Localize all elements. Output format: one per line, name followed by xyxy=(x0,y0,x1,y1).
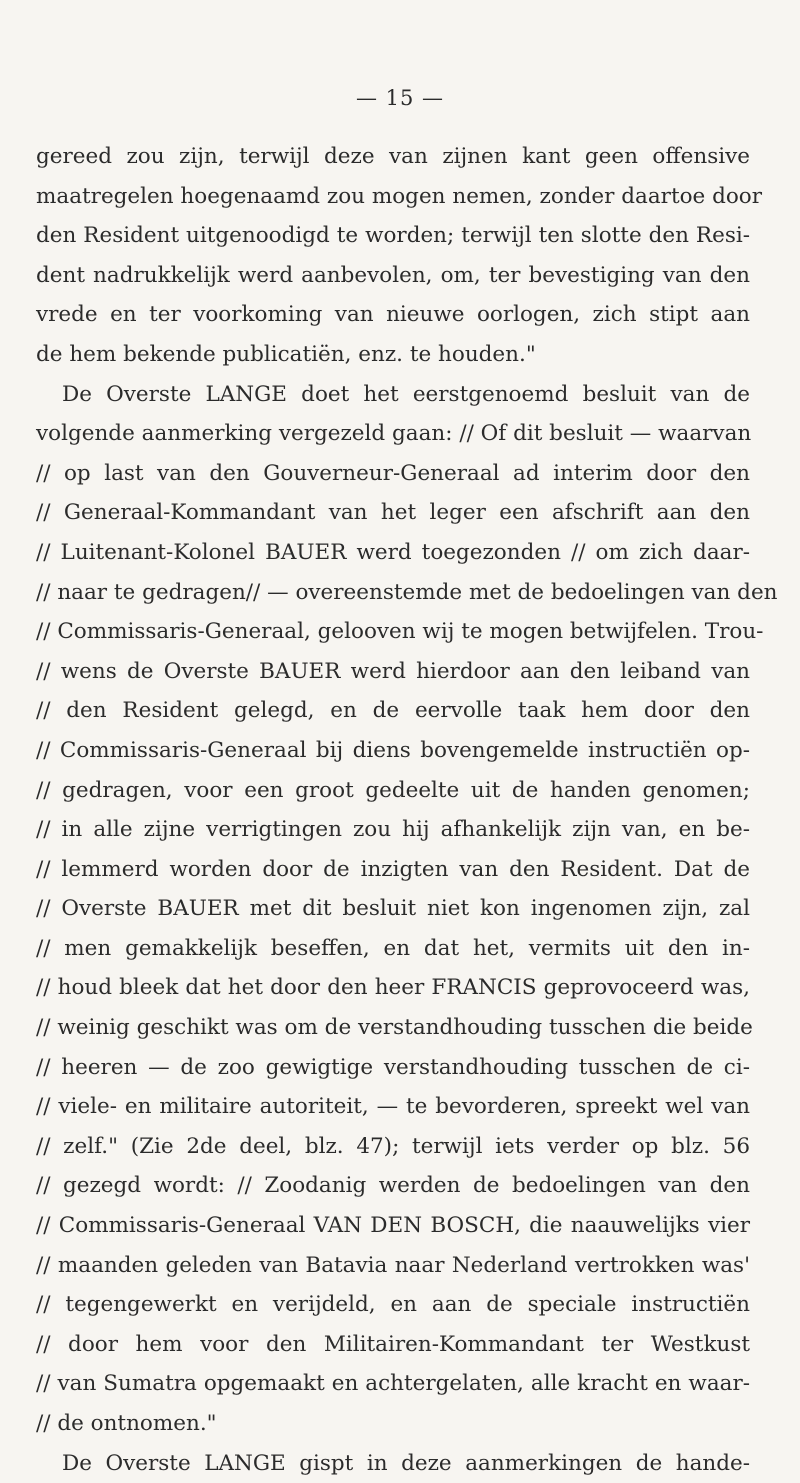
text-line: // heeren — de zoo gewigtige verstandhouding tusschen de ci- xyxy=(36,1054,750,1080)
text-line: vrede en ter voorkoming van nieuwe oorlogen, zich stipt aan xyxy=(36,302,750,328)
text-line: den Resident uitgenoodigd te worden; terwijl ten slotte den Resi- xyxy=(36,223,750,249)
text-line: // houd bleek dat het door den heer FRANCIS geprovoceerd was, xyxy=(36,975,750,1001)
text-line: // Generaal-Kommandant van het leger een afschrift aan den xyxy=(36,500,750,526)
text-line: de hem bekende publicatiën, enz. te houden." xyxy=(36,341,536,367)
text-line: // van Sumatra opgemaakt en achtergelaten, alle kracht en waar- xyxy=(36,1371,750,1397)
text-line: // tegengewerkt en verijdeld, en aan de speciale instructiën xyxy=(36,1292,750,1318)
text-line: // gedragen, voor een groot gedeelte uit de handen genomen; xyxy=(36,777,750,803)
text-line: volgende aanmerking vergezeld gaan: // Of dit besluit — waarvan xyxy=(36,421,752,447)
text-line: // op last van den Gouverneur-Generaal ad interim door den xyxy=(36,460,750,486)
text-line: // lemmerd worden door de inzigten van den Resident. Dat de xyxy=(36,856,750,882)
text-line: // Commissaris-Generaal VAN DEN BOSCH, die naauwelijks vier xyxy=(36,1213,750,1239)
text-line: // zelf." (Zie 2de deel, blz. 47); terwijl iets verder op blz. 56 xyxy=(36,1133,750,1159)
text-line: dent nadrukkelijk werd aanbevolen, om, ter bevestiging van den xyxy=(36,262,750,288)
text-line: De Overste LANGE doet het eerstgenoemd besluit van de xyxy=(62,381,750,407)
text-line: // den Resident gelegd, en de eervolle taak hem door den xyxy=(36,698,750,724)
text-line: // men gemakkelijk beseffen, en dat het, vermits uit den in- xyxy=(36,935,750,961)
text-line: // Overste BAUER met dit besluit niet kon ingenomen zijn, zal xyxy=(36,896,750,922)
page-number: — 15 — xyxy=(355,86,445,110)
text-line: // weinig geschikt was om de verstandhouding tusschen die beide xyxy=(36,1015,753,1041)
text-line: // wens de Overste BAUER werd hierdoor aan den leiband van xyxy=(36,658,750,684)
text-line: // Commissaris-Generaal, gelooven wij te mogen betwijfelen. Trou- xyxy=(36,619,764,645)
text-line: // naar te gedragen// — overeenstemde met de bedoelingen van den xyxy=(36,579,778,605)
text-line: // Commissaris-Generaal bij diens bovengemelde instructiën op- xyxy=(36,737,750,763)
text-line: De Overste LANGE gispt in deze aanmerkingen de hande- xyxy=(62,1450,750,1476)
text-line: maatregelen hoegenaamd zou mogen nemen, zonder daartoe door xyxy=(36,183,763,209)
text-line: gereed zou zijn, terwijl deze van zijnen kant geen offensive xyxy=(36,144,750,169)
body-text xyxy=(36,137,778,1483)
text-line: // in alle zijne verrigtingen zou hij afhankelijk zijn van, en be- xyxy=(36,817,750,843)
text-line: // maanden geleden van Batavia naar Nederland vertrokken was' xyxy=(36,1252,750,1278)
text-line: // Luitenant-Kolonel BAUER werd toegezonden // om zich daar- xyxy=(36,539,750,565)
text-line: // de ontnomen." xyxy=(36,1411,217,1436)
text-line: // gezegd wordt: // Zoodanig werden de bedoelingen van den xyxy=(36,1173,750,1199)
text-line: // door hem voor den Militairen-Kommandant ter Westkust xyxy=(36,1331,750,1357)
text-line: // viele- en militaire autoriteit, — te bevorderen, spreekt wel van xyxy=(36,1094,750,1120)
